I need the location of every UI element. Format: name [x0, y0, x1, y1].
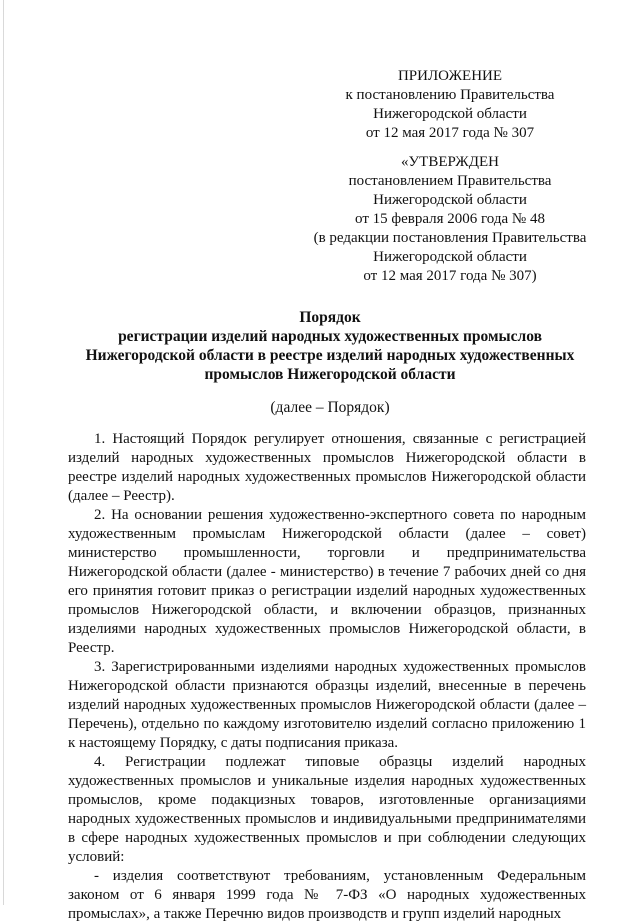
- title-line: Нижегородской области в реестре изделий народных художественных: [85, 347, 575, 364]
- paragraph: - изделия соответствуют требованиям, установленным Федеральным законом от 6 января 1999 года № 7-ФЗ «О народных художественных промыслах», а также Перечню видов производств и групп изделий народных: [68, 868, 586, 922]
- paragraph: 1. Настоящий Порядок регулирует отношения, связанные с регистрацией изделий народных художественных промыслов Нижегородской области в реестре изделий народных художественных промыслов Нижегородской области (далее – Реестр).: [68, 431, 586, 504]
- appendix-line: от 12 мая 2017 года № 307: [365, 125, 535, 141]
- appendix-line: ПРИЛОЖЕНИЕ: [397, 68, 503, 84]
- appendix-header: [305, 67, 595, 143]
- scan-edge: [3, 0, 4, 905]
- title-line: регистрации изделий народных художественных промыслов: [118, 328, 542, 345]
- approved-header: [305, 153, 595, 286]
- document-subtitle: (далее – Порядок): [270, 399, 390, 416]
- paragraph: 2. На основании решения художественно-экспертного совета по народным художественным промыслам Нижегородской области (далее – совет) министерство промышленности, торговли и предпринимательства Нижегородской области (далее - министерство) в течение 7 рабочих дней со дня его принятия готовит приказ о регистрации изделий народных художественных промыслов Нижегородской области, и включении образцов, признанных изделиями народных художественных промыслов Нижегородской области, в Реестр.: [68, 507, 586, 656]
- approved-line: «УТВЕРЖДЕН: [401, 154, 499, 170]
- document-title: [40, 308, 620, 384]
- paragraph: 4. Регистрации подлежат типовые образцы изделий народных художественных промыслов и уникальные изделия народных художественных промыслов, кроме подакцизных товаров, изготовленные организациями народных художественных промыслов и индивидуальными предпринимателями в сфере народных художественных промыслов и при соблюдении следующих условий:: [68, 754, 586, 865]
- paragraph: 3. Зарегистрированными изделиями народных художественных промыслов Нижегородской области признаются образцы изделий, внесенные в перечень изделий народных художественных промыслов Нижегородской области (далее – Перечень), отдельно по каждому изготовителю изделий согласно приложению 1 к настоящему Порядку, с даты подписания приказа.: [68, 659, 586, 751]
- appendix-line: к постановлению Правительства: [345, 87, 555, 103]
- approved-line: (в редакции постановления Правительства: [313, 230, 587, 246]
- document-body: [68, 430, 586, 924]
- title-line: Порядок: [299, 309, 361, 326]
- approved-line: Нижегородской области: [373, 249, 527, 265]
- title-line: промыслов Нижегородской области: [204, 366, 456, 383]
- approved-line: от 12 мая 2017 года № 307): [363, 268, 537, 284]
- approved-line: постановлением Правительства: [348, 173, 552, 189]
- appendix-line: Нижегородской области: [373, 106, 527, 122]
- approved-line: Нижегородской области: [373, 192, 527, 208]
- approved-line: от 15 февраля 2006 года № 48: [355, 211, 545, 227]
